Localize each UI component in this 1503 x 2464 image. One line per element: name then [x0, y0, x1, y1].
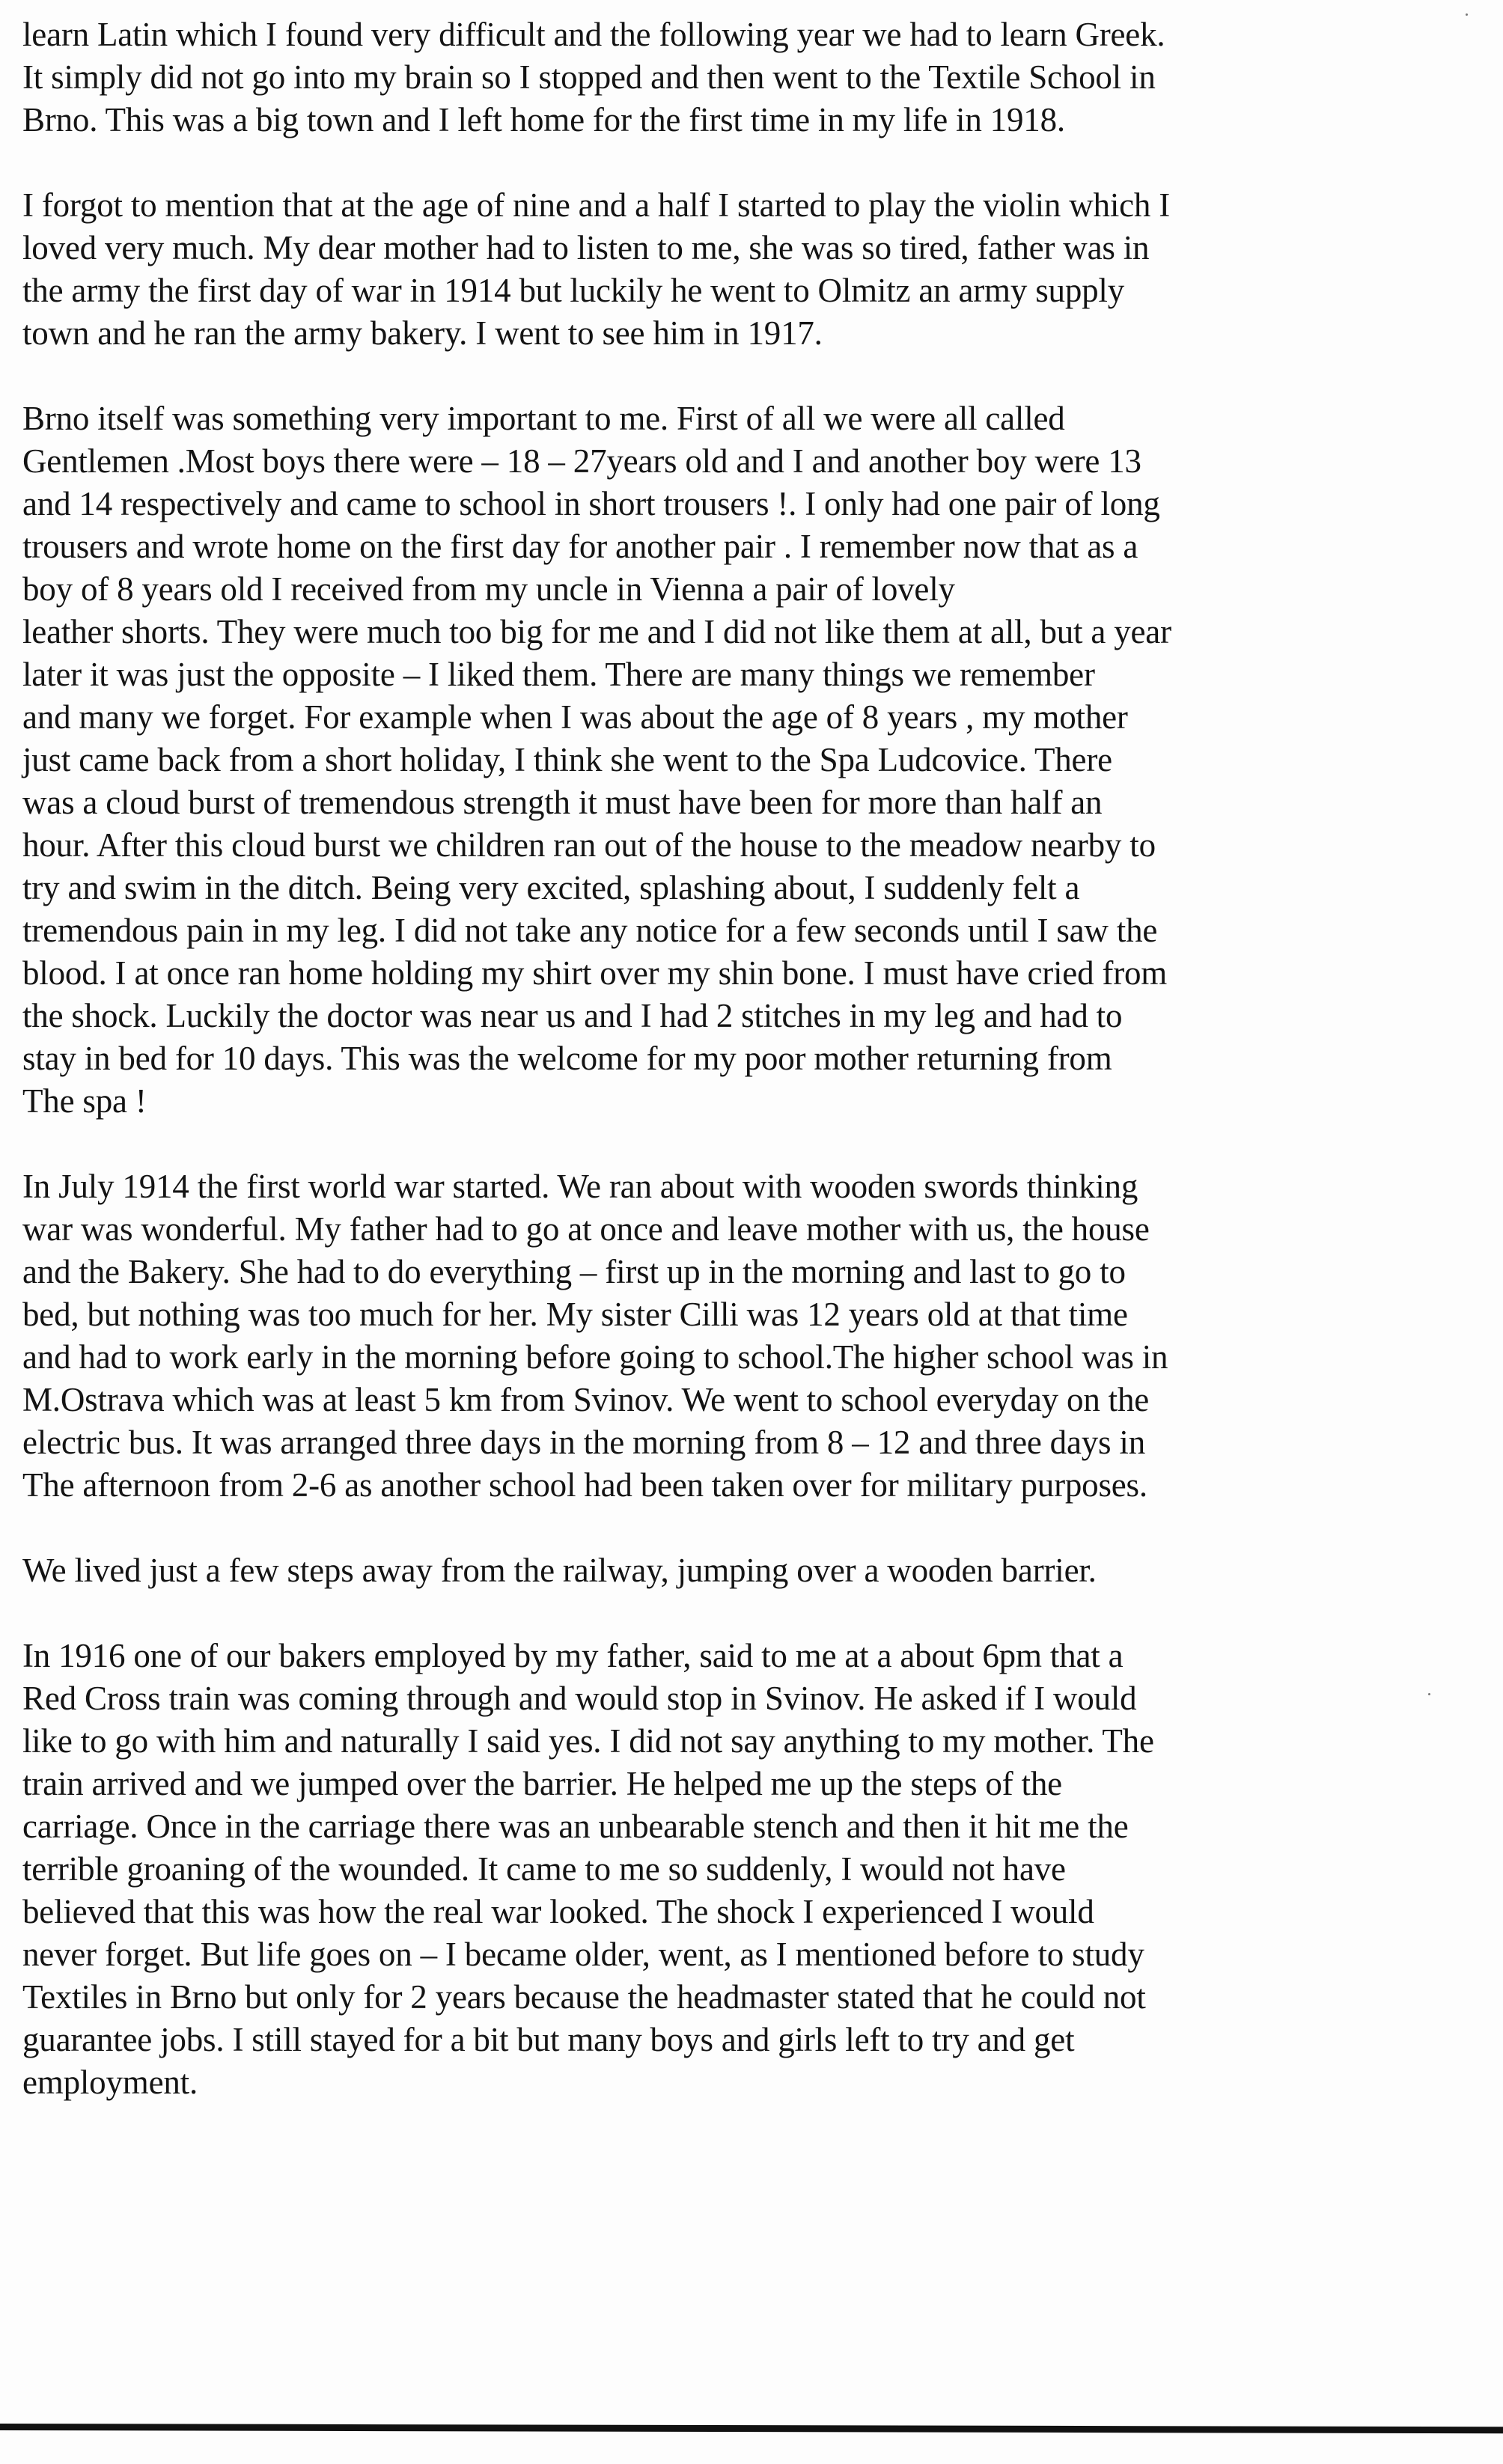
text-line: learn Latin which I found very difficult and the following year we had to learn Greek.: [22, 16, 1165, 53]
text-line: Brno. This was a big town and I left home for the first time in my life in 1918.: [22, 101, 1065, 138]
text-line: and 14 respectively and came to school in short trousers !. I only had one pair of long: [22, 485, 1160, 522]
text-line: and many we forget. For example when I was about the age of 8 years , my mother: [22, 698, 1128, 736]
text-line: employment.: [22, 2064, 198, 2101]
text-line: and the Bakery. She had to do everything – first up in the morning and last to go to: [22, 1253, 1126, 1290]
text-line: never forget. But life goes on – I became older, went, as I mentioned before to study: [22, 1936, 1144, 1973]
paragraph-school: [22, 13, 1340, 141]
text-line: Textiles in Brno but only for 2 years because the headmaster stated that he could not: [22, 1978, 1146, 2016]
text-line: leather shorts. They were much too big for me and I did not like them at all, but a year: [22, 613, 1171, 650]
text-line: the army the first day of war in 1914 but luckily he went to Olmitz an army supply: [22, 272, 1125, 309]
text-line: boy of 8 years old I received from my uncle in Vienna a pair of lovely: [22, 570, 955, 608]
text-line: train arrived and we jumped over the barrier. He helped me up the steps of the: [22, 1765, 1062, 1802]
paragraph-brno: [22, 397, 1340, 1123]
text-line: M.Ostrava which was at least 5 km from Svinov. We went to school everyday on the: [22, 1381, 1150, 1418]
text-line: stay in bed for 10 days. This was the welcome for my poor mother returning from: [22, 1040, 1112, 1077]
text-line: war was wonderful. My father had to go at once and leave mother with us, the house: [22, 1210, 1150, 1248]
text-line: The spa !: [22, 1082, 147, 1120]
paragraph-railway: [22, 1549, 1340, 1592]
text-line: just came back from a short holiday, I think she went to the Spa Ludcovice. There: [22, 741, 1112, 778]
text-line: Red Cross train was coming through and would stop in Svinov. He asked if I would: [22, 1680, 1137, 1717]
paragraph-violin: [22, 184, 1340, 355]
text-line: like to go with him and naturally I said yes. I did not say anything to my mother. The: [22, 1722, 1154, 1760]
text-line: bed, but nothing was too much for her. My sister Cilli was 12 years old at that time: [22, 1296, 1128, 1333]
text-line: believed that this was how the real war looked. The shock I experienced I would: [22, 1893, 1094, 1930]
text-line: town and he ran the army bakery. I went to see him in 1917.: [22, 314, 823, 352]
text-line: In 1916 one of our bakers employed by my father, said to me at a about 6pm that a: [22, 1637, 1124, 1674]
text-line: and had to work early in the morning before going to school.The higher school was in: [22, 1338, 1168, 1376]
text-line: trousers and wrote home on the first day for another pair . I remember now that as a: [22, 528, 1138, 565]
text-line: the shock. Luckily the doctor was near us and I had 2 stitches in my leg and had to: [22, 997, 1123, 1034]
text-line: We lived just a few steps away from the railway, jumping over a wooden barrier.: [22, 1552, 1097, 1589]
text-line: Brno itself was something very important to me. First of all we were all called: [22, 400, 1065, 437]
text-line: later it was just the opposite – I liked them. There are many things we remember: [22, 656, 1095, 693]
text-line: I forgot to mention that at the age of nine and a half I started to play the violin which I: [22, 186, 1171, 224]
paragraph-red-cross: [22, 1635, 1340, 2104]
text-line: loved very much. My dear mother had to listen to me, she was so tired, father was in: [22, 229, 1150, 266]
paragraph-war: [22, 1165, 1340, 1507]
text-line: tremendous pain in my leg. I did not take any notice for a few seconds until I saw the: [22, 912, 1158, 949]
text-line: blood. I at once ran home holding my shirt over my shin bone. I must have cried from: [22, 954, 1168, 992]
text-line: The afternoon from 2-6 as another school had been taken over for military purposes.: [22, 1466, 1147, 1504]
body-text: [22, 13, 1340, 2147]
text-line: hour. After this cloud burst we children ran out of the house to the meadow nearby to: [22, 826, 1156, 864]
text-line: terrible groaning of the wounded. It came to me so suddenly, I would not have: [22, 1850, 1066, 1888]
text-line: Gentlemen .Most boys there were – 18 – 27years old and I and another boy were 13: [22, 442, 1141, 480]
scan-speck: [1428, 1693, 1430, 1695]
bottom-rule: [0, 2424, 1503, 2433]
text-line: try and swim in the ditch. Being very excited, splashing about, I suddenly felt a: [22, 869, 1080, 906]
text-line: was a cloud burst of tremendous strength it must have been for more than half an: [22, 784, 1103, 821]
text-line: In July 1914 the first world war started. We ran about with wooden swords thinking: [22, 1168, 1138, 1205]
text-line: It simply did not go into my brain so I stopped and then went to the Textile School in: [22, 58, 1156, 96]
text-line: electric bus. It was arranged three days in the morning from 8 – 12 and three days in: [22, 1424, 1146, 1461]
scan-speck: [1466, 13, 1468, 16]
text-line: carriage. Once in the carriage there was an unbearable stench and then it hit me the: [22, 1808, 1129, 1845]
text-line: guarantee jobs. I still stayed for a bit but many boys and girls left to try and get: [22, 2021, 1075, 2058]
